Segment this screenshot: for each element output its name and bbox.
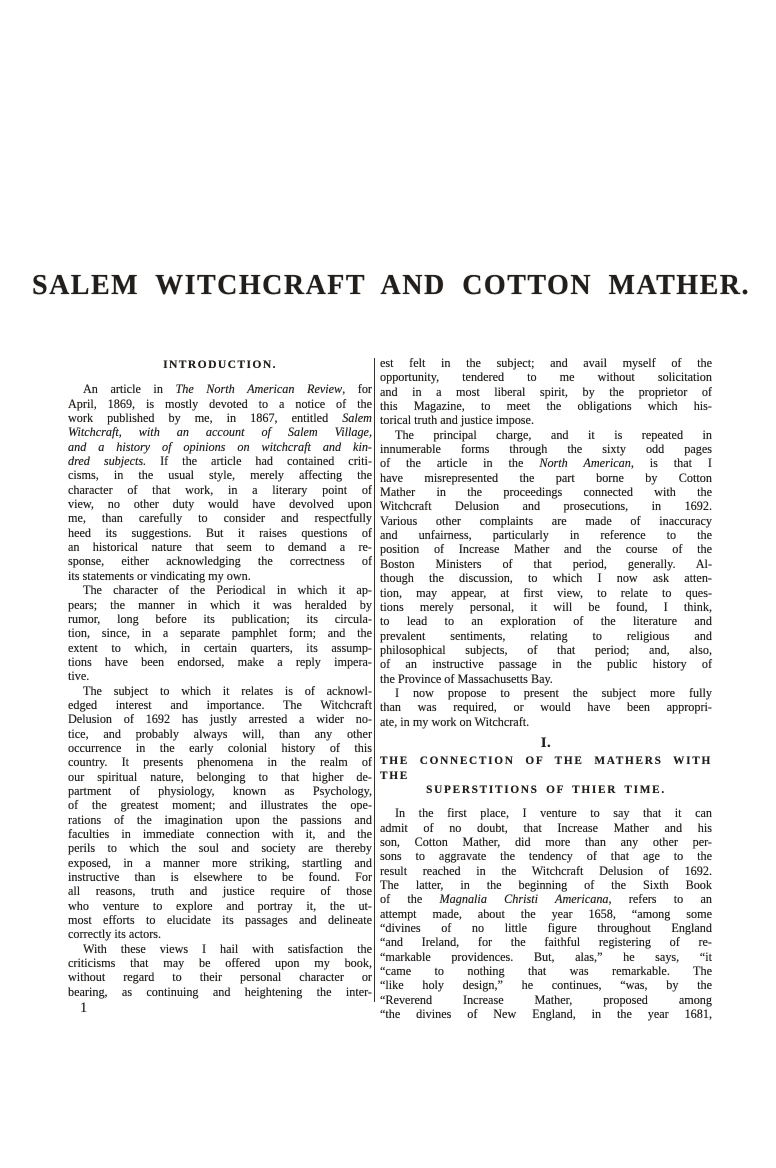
text-line: tions have been endorsed, make a reply impera- xyxy=(68,654,372,669)
text-line: “like holy design,” he continues, “was, by the xyxy=(380,978,712,993)
text-line: heed its suggestions. But it raises questions of xyxy=(68,525,372,540)
text-line: tion, may appear, at first view, to relate to ques- xyxy=(380,585,712,600)
text-line: an historical nature that seem to demand a re- xyxy=(68,540,372,555)
text-line: attempt made, about the year 1658, “among some xyxy=(380,906,712,921)
column-left xyxy=(68,356,372,1021)
text-line: tions merely personal, it will be found, I think, xyxy=(380,599,712,614)
text-line: rations of the imagination upon the passions and xyxy=(68,812,372,827)
text-line: “divines of no little figure throughout England xyxy=(380,921,712,936)
text-line: occurrence in the early colonial history of this xyxy=(68,740,372,755)
text-line: With these views I hail with satisfaction the xyxy=(83,941,372,956)
text-line: Witchcraft Delusion and prosecutions, in 1692. xyxy=(380,499,712,514)
text-line: “came to nothing that was remarkable. The xyxy=(380,964,712,979)
text-line: ate, in my work on Witchcraft. xyxy=(380,714,530,729)
text-line: THE CONNECTION OF THE MATHERS WITH THE xyxy=(380,755,712,782)
text-line: result reached in the Witchcraft Delusion of 1692. xyxy=(380,863,712,878)
text-columns xyxy=(68,356,712,1021)
text-line: to lead to an exploration of the literature and xyxy=(380,614,712,629)
page-number: 1 xyxy=(80,1000,88,1016)
text-line: perils to which the soul and society are thereby xyxy=(68,841,372,856)
paragraph xyxy=(380,428,712,686)
text-line: who venture to explore and portray it, the ut- xyxy=(68,898,372,913)
paragraph xyxy=(380,686,712,729)
heading xyxy=(380,754,712,797)
text-line: character of that work, in a literary point of xyxy=(68,482,372,497)
text-line: admit of no doubt, that Increase Mather and his xyxy=(380,820,712,835)
paragraph xyxy=(68,684,372,942)
text-line: I. xyxy=(540,734,552,751)
text-line: though the discussion, to which I now ask atten- xyxy=(380,571,712,586)
paragraph xyxy=(68,942,372,999)
text-line: The character of the Periodical in which it ap- xyxy=(83,583,372,598)
text-line: partment of physiology, known as Psychology, xyxy=(68,783,372,798)
text-line: its statements or vindicating my own. xyxy=(68,568,251,583)
text-line: The latter, in the beginning of the Sixth Book xyxy=(380,878,712,893)
text-line: I now propose to present the subject more fully xyxy=(395,685,712,700)
column-right xyxy=(380,356,712,1021)
text-line: of an instructive passage in the public history of xyxy=(380,657,712,672)
text-line: “markable providences. But, alas,” he says, “it xyxy=(380,949,712,964)
text-line: cisms, in the usual style, merely affecting the xyxy=(68,468,372,483)
text-line: torical truth and justice impose. xyxy=(380,413,534,428)
text-line: Witchcraft, with an account of Salem Village, xyxy=(68,425,372,440)
text-line: rumor, long before its publication; its circula- xyxy=(68,611,372,626)
text-line: edged interest and importance. The Witchcraft xyxy=(68,697,372,712)
text-line: SUPERSTITIONS OF THIER TIME. xyxy=(426,783,666,796)
text-line: Boston Ministers of that period, generally. Al- xyxy=(380,556,712,571)
text-line: The subject to which it relates is of acknowl- xyxy=(83,683,372,698)
text-line: position of Increase Mather and the course of the xyxy=(380,542,712,557)
paragraph xyxy=(380,356,712,428)
text-line: son, Cotton Mather, did more than any other per- xyxy=(380,835,712,849)
text-line: Delusion of 1692 has justly arrested a wider no- xyxy=(68,712,372,727)
text-line: most efforts to elucidate its passages and delineate xyxy=(68,913,372,928)
paragraph xyxy=(68,382,372,583)
text-line: opportunity, tendered to me without solicitation xyxy=(380,370,712,385)
text-line: Various other complaints are made of inaccuracy xyxy=(380,513,712,528)
text-line: prevalent sentiments, relating to religious and xyxy=(380,628,712,643)
text-line: bearing, as continuing and heightening the inter- xyxy=(68,984,372,999)
text-line: criticisms that may be offered upon my book, xyxy=(68,956,372,971)
text-line: tive. xyxy=(68,669,90,684)
page-title: SALEM WITCHCRAFT AND COTTON MATHER. xyxy=(32,270,750,301)
text-line: exposed, in a manner more striking, startling and xyxy=(68,855,372,870)
heading xyxy=(68,358,372,372)
text-line: tion, since, in a separate pamphlet form; and the xyxy=(68,626,372,641)
text-line: sons to aggravate the tendency of that age to the xyxy=(380,849,712,864)
text-line: and unfairness, particularly in reference to the xyxy=(380,528,712,543)
text-line: me, than carefully to consider and respectfully xyxy=(68,511,372,526)
text-line: of the greatest moment; and illustrates the ope- xyxy=(68,798,372,813)
text-line: In the first place, I venture to say that it can xyxy=(395,806,712,821)
text-line: Mather in the proceedings connected with the xyxy=(380,485,712,500)
text-line: “the divines of New England, in the year 1681, xyxy=(380,1007,712,1022)
text-line: pears; the manner in which it was heralded by xyxy=(68,597,372,612)
text-line: of the article in the North American, is that I xyxy=(380,456,712,471)
text-line: this Magazine, to meet the obligations which his- xyxy=(380,399,712,414)
text-line: the Province of Massachusetts Bay. xyxy=(380,671,553,686)
text-line: extent to which, in certain quarters, its assump- xyxy=(68,640,372,655)
text-line: instructive than is elsewhere to be found. For xyxy=(68,870,372,885)
heading xyxy=(380,736,712,750)
text-line: The principal charge, and it is repeated in xyxy=(395,427,712,442)
text-line: “and Ireland, for the faithful registering of re- xyxy=(380,935,712,950)
text-line: “Reverend Increase Mather, proposed among xyxy=(380,992,712,1007)
text-line: work published by me, in 1867, entitled Salem xyxy=(68,411,372,426)
text-line: est felt in the subject; and avail myself of the xyxy=(380,356,712,370)
text-line: than was required, or would have been appropri- xyxy=(380,700,712,715)
text-line: faculties in immediate connection with it, and the xyxy=(68,827,372,841)
text-line: sponse, either acknowledging the correctness of xyxy=(68,554,372,569)
text-line: and a history of opinions on witchcraft and kin- xyxy=(68,439,372,454)
text-line: have misrepresented the part borne by Cotton xyxy=(380,470,712,485)
paragraph xyxy=(380,806,712,1021)
text-line: innumerable forms through the sixty odd pages xyxy=(380,442,712,457)
text-line: correctly its actors. xyxy=(68,927,162,942)
text-line: our spiritual nature, belonging to that higher de- xyxy=(68,769,372,784)
text-line: of the Magnalia Christi Americana, refers to an xyxy=(380,892,712,907)
text-line: An article in The North American Review, for xyxy=(83,382,372,397)
text-line: country. It presents phenomena in the realm of xyxy=(68,755,372,770)
paragraph xyxy=(68,583,372,683)
text-line: all reasons, truth and justice require of those xyxy=(68,884,372,899)
text-line: without regard to their personal character or xyxy=(68,970,372,985)
text-line: and in a most liberal spirit, by the proprietor of xyxy=(380,384,712,399)
text-line: April, 1869, is mostly devoted to a notice of the xyxy=(68,396,372,411)
text-line: view, no other duty would have devolved upon xyxy=(68,497,372,512)
text-line: philosophical subjects, of that period; and, also, xyxy=(380,642,712,657)
text-line: INTRODUCTION. xyxy=(163,358,277,371)
text-line: dred subjects. If the article had contained criti- xyxy=(68,454,372,469)
text-line: tice, and probably always will, than any other xyxy=(68,726,372,741)
